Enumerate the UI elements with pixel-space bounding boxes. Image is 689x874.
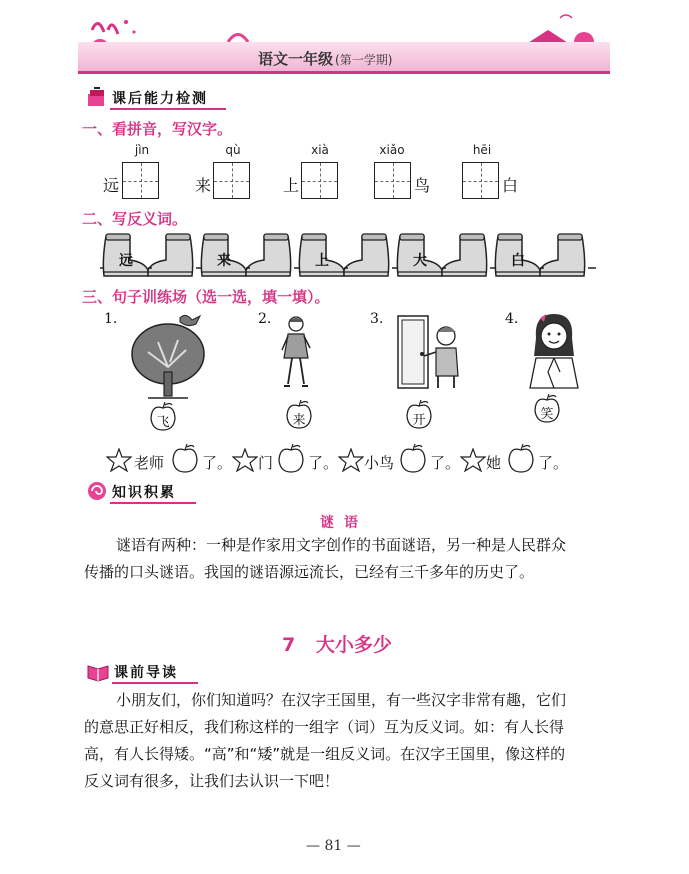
blank-apple-icon[interactable] bbox=[506, 444, 536, 474]
pinyin-label: hēi bbox=[472, 143, 492, 157]
blank-apple-icon[interactable] bbox=[276, 444, 306, 474]
sentence-suffix: 了。 bbox=[430, 454, 461, 472]
lesson-name: 大小多少 bbox=[315, 634, 392, 656]
lesson-title bbox=[282, 630, 392, 657]
section-underline bbox=[110, 502, 196, 504]
sentence-prefix: 老师 bbox=[134, 454, 165, 472]
girl-walking-icon bbox=[280, 314, 314, 394]
picture-number: 3. bbox=[370, 311, 384, 327]
preview-paragraph bbox=[84, 687, 624, 795]
picture-number: 1. bbox=[104, 311, 118, 327]
writing-box[interactable] bbox=[122, 162, 159, 199]
lesson-number: 7 bbox=[282, 634, 296, 656]
q3-heading: 三、句子训练场（选一选，填一填）。 bbox=[82, 288, 330, 306]
boot-icon bbox=[148, 234, 193, 276]
preview-line: 反义词有很多，让我们去认识一下吧！ bbox=[84, 772, 340, 790]
section-underline bbox=[112, 682, 198, 684]
apple-word: 飞 bbox=[156, 415, 170, 430]
star-icon bbox=[460, 448, 486, 472]
after-class-title: 课后能力检测 bbox=[112, 91, 208, 107]
q1-heading: 一、看拼音，写汉字。 bbox=[82, 120, 233, 138]
boot-icon bbox=[442, 234, 487, 276]
sentence-prefix: 门 bbox=[258, 454, 274, 472]
knowledge-title: 知识积累 bbox=[112, 485, 176, 501]
spiral-icon bbox=[86, 480, 108, 502]
page-number: — 81 — bbox=[306, 838, 361, 854]
sentence-suffix: 了。 bbox=[538, 454, 569, 472]
smiling-girl-icon bbox=[528, 312, 582, 390]
pinyin-label: jìn bbox=[134, 143, 150, 157]
picture-number: 4. bbox=[505, 311, 519, 327]
blank-apple-icon[interactable] bbox=[170, 444, 200, 474]
star-icon bbox=[338, 448, 364, 472]
boot-char: 大 bbox=[413, 253, 427, 269]
page-header bbox=[78, 12, 610, 76]
pinyin-label: xià bbox=[311, 143, 329, 157]
tree-with-bird-icon bbox=[128, 312, 214, 400]
open-book-icon bbox=[86, 660, 110, 682]
q2-heading: 二、写反义词。 bbox=[82, 210, 188, 228]
pinyin-label: qù bbox=[225, 143, 241, 157]
apple-word: 来 bbox=[292, 413, 306, 428]
writing-box[interactable] bbox=[374, 162, 411, 199]
preview-line: 的意思正好相反，我们称这样的一组字（词）互为反义词。如：有人长得 bbox=[84, 718, 565, 736]
person-opening-door-icon bbox=[396, 314, 466, 392]
section-underline bbox=[110, 108, 226, 110]
preview-line: 高，有人长得矮。“高”和“矮”就是一组反义词。在汉字王国里，像这样的 bbox=[84, 745, 566, 763]
sentence-prefix: 小鸟 bbox=[364, 454, 395, 472]
preview-line: 小朋友们，你们知道吗？在汉字王国里，有一些汉字非常有趣，它们 bbox=[116, 691, 567, 709]
apple-word: 开 bbox=[412, 413, 426, 428]
boot-icon bbox=[344, 234, 389, 276]
writing-box[interactable] bbox=[462, 162, 499, 199]
boot-char: 上 bbox=[315, 253, 329, 269]
blank-apple-icon[interactable] bbox=[398, 444, 428, 474]
boot-icon bbox=[246, 234, 291, 276]
picture-number: 2. bbox=[258, 311, 272, 327]
writing-box[interactable] bbox=[301, 162, 338, 199]
riddle-line: 谜语有两种：一种是作家用文字创作的书面谜语，另一种是人民群众 bbox=[116, 536, 567, 554]
given-char: 上 bbox=[283, 176, 300, 195]
star-icon bbox=[106, 448, 132, 472]
book-stack-icon bbox=[86, 86, 108, 108]
sentence-suffix: 了。 bbox=[202, 454, 233, 472]
sentence-prefix: 她 bbox=[486, 454, 502, 472]
preview-title: 课前导读 bbox=[114, 665, 178, 681]
boot-char: 来 bbox=[217, 253, 231, 269]
boot-icon bbox=[540, 234, 585, 276]
riddle-paragraph bbox=[84, 532, 624, 586]
given-char: 白 bbox=[502, 176, 519, 195]
given-char: 来 bbox=[195, 176, 212, 195]
riddle-title: 谜语 bbox=[320, 515, 368, 531]
boot-char: 远 bbox=[119, 253, 133, 269]
pinyin-label: xiǎo bbox=[379, 143, 405, 157]
sentence-suffix: 了。 bbox=[308, 454, 339, 472]
writing-box[interactable] bbox=[213, 162, 250, 199]
header-title: 语文一年级 (第一学期) bbox=[258, 50, 393, 68]
given-char: 鸟 bbox=[414, 176, 431, 195]
boot-char: 白 bbox=[511, 253, 525, 269]
given-char: 远 bbox=[103, 176, 120, 195]
riddle-line: 传播的口头谜语。我国的谜语源远流长，已经有三千多年的历史了。 bbox=[84, 563, 535, 581]
apple-word: 笑 bbox=[540, 407, 554, 422]
star-icon bbox=[232, 448, 258, 472]
